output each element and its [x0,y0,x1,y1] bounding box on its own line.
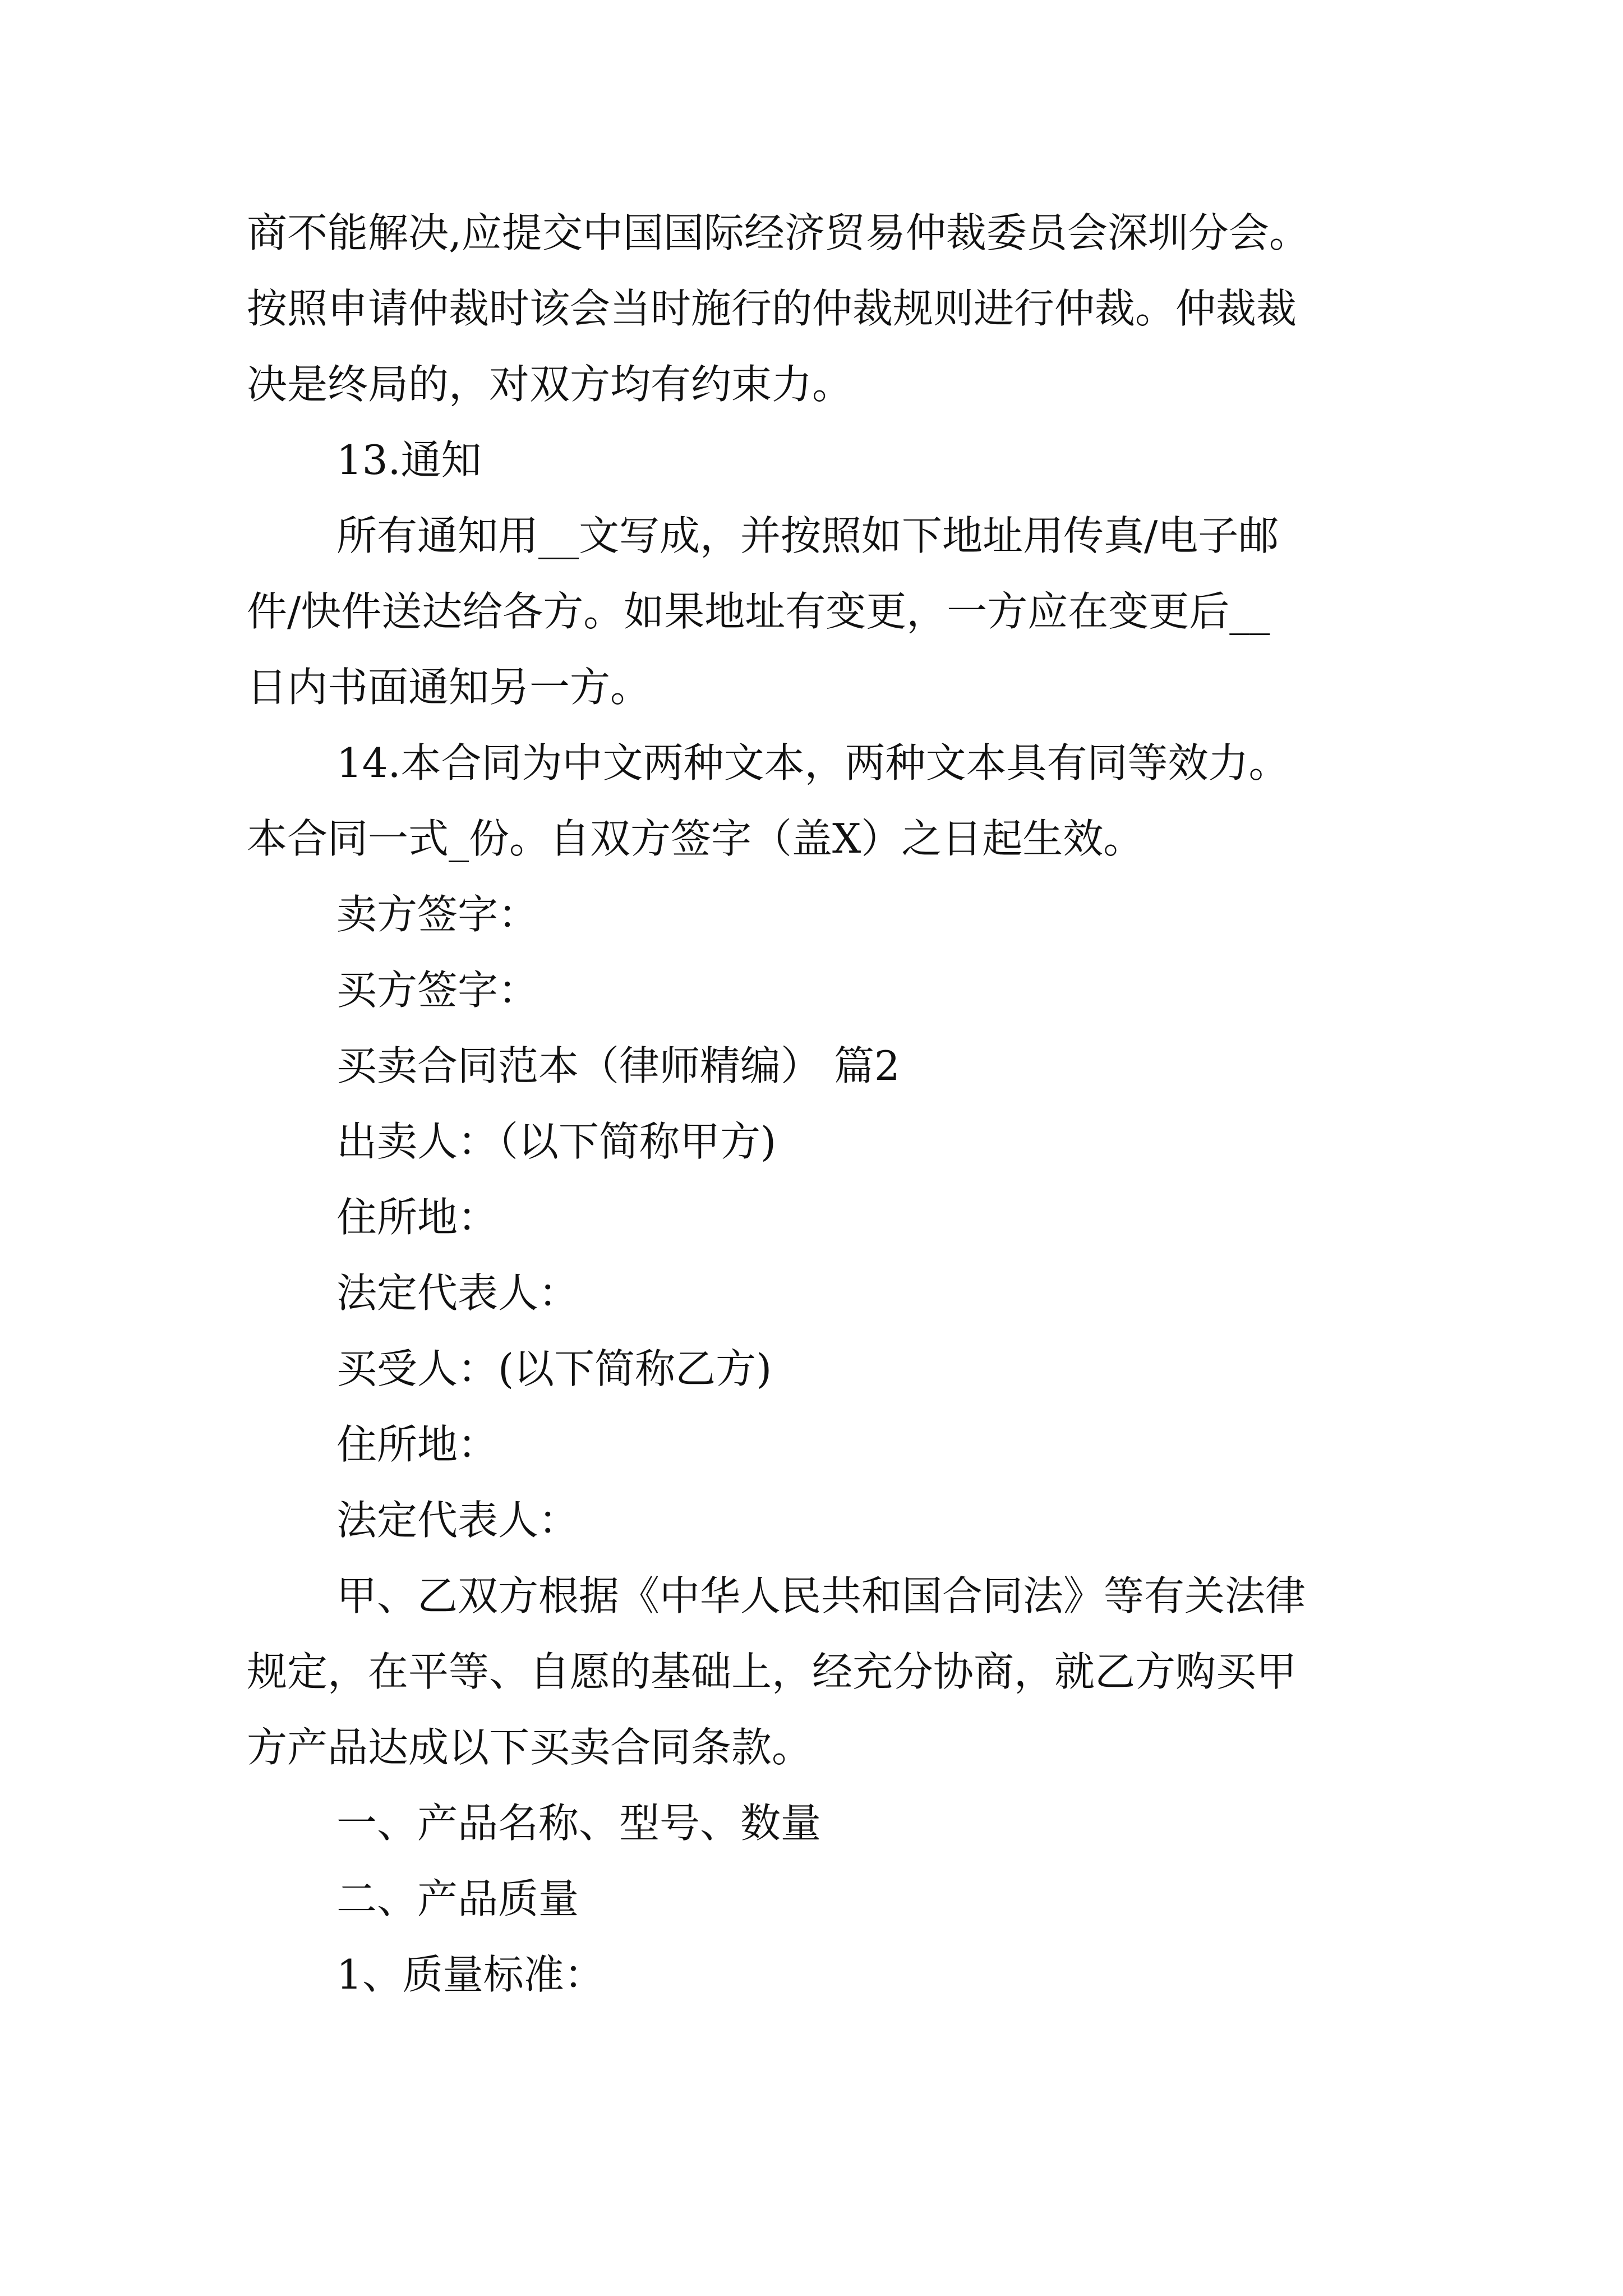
buyer-party-label: 买受人：(以下简称乙方) [336,1345,772,1392]
seller-party-label: 出卖人：（以下简称甲方) [336,1118,777,1165]
section-14-line-2: 本合同一式_份。自双方签字（盖X）之日起生效。 [247,815,1144,862]
contract-2-title: 买卖合同范本（律师精编） 篇2 [336,1042,900,1089]
arbitration-clause-line-1: 商不能解决,应提交中国国际经济贸易仲裁委员会深圳分会。 [247,209,1310,256]
quality-standard-label: 1、质量标准： [336,1951,605,1998]
notice-clause-line-3: 日内书面通知另一方。 [247,664,651,711]
arbitration-clause-line-2: 按照申请仲裁时该会当时施行的仲裁规则进行仲裁。仲裁裁 [247,285,1297,332]
preamble-line-2: 规定，在平等、自愿的基础上，经充分协商，就乙方购买甲 [247,1648,1297,1695]
buyer-legal-rep-label: 法定代表人： [336,1497,579,1544]
seller-legal-rep-label: 法定代表人： [336,1269,579,1317]
section-2-heading: 二、产品质量 [336,1875,579,1922]
buyer-address-label: 住所地： [336,1421,499,1468]
seller-address-label: 住所地： [336,1194,499,1241]
notice-clause-line-1: 所有通知用__文写成，并按照如下地址用传真/电子邮 [336,512,1279,559]
preamble-line-1: 甲、乙双方根据《中华人民共和国合同法》等有关法律 [336,1572,1306,1619]
section-1-heading: 一、产品名称、型号、数量 [336,1800,822,1847]
section-14-line-1: 14.本合同为中文两种文本，两种文本具有同等效力。 [336,739,1289,786]
section-13-heading: 13.通知 [336,436,482,484]
notice-clause-line-2: 件/快件送达给各方。如果地址有变更，一方应在变更后__ [247,588,1270,635]
preamble-line-3: 方产品达成以下买卖合同条款。 [247,1724,813,1771]
buyer-signature-label: 买方签字： [336,967,539,1014]
seller-signature-label: 卖方签字： [336,891,539,938]
arbitration-clause-line-3: 决是终局的，对双方均有约束力。 [247,361,853,408]
